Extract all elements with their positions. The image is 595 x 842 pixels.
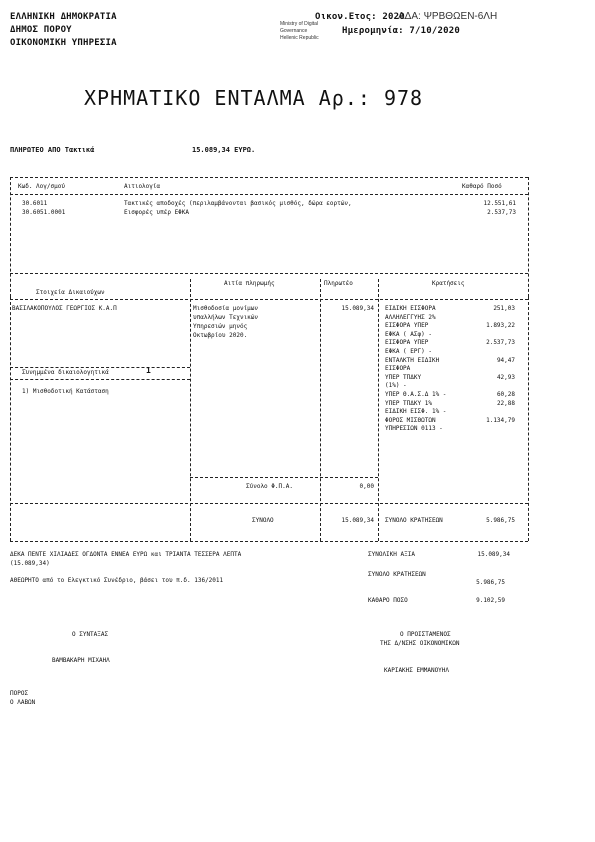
account-row-1-amount: 12.551,61 <box>483 200 516 207</box>
summary-total-deductions-label: ΣΥΝΟΛΟ ΚΡΑΤΗΣΕΩΝ <box>368 571 426 578</box>
account-row-2-code: 30.6051.0001 <box>22 209 66 216</box>
deduction-label: (1%) - <box>385 382 407 390</box>
director-name: ΚΑΡΙΑΚΗΣ ΕΜΜΑΝΟΥΗΛ <box>384 667 450 674</box>
deduction-label: ΦΟΡΟΣ ΜΙΣΘΩΤΩΝ <box>385 416 436 424</box>
deduction-label: ΕΦΚΑ ( ΕΡΓ) - <box>385 348 432 355</box>
payment-cause-line-4: Οκτωβρίου 2020. <box>193 332 248 339</box>
director-department: ΤΗΣ Δ/ΝΣΗΣ ΟΙΚΟΝΟΜΙΚΩΝ <box>380 640 460 647</box>
col-header-cause: Αιτία πληρωμής <box>224 280 275 287</box>
payment-cause-line-3: Υπηρεσιών μηνός <box>193 323 248 330</box>
deduction-label: ΥΠΕΡ ΤΠΔΚΥ 1% <box>385 399 432 407</box>
table-header-divider <box>10 194 528 195</box>
summary-total-deductions: 5.986,75 <box>476 579 505 586</box>
fiscal-year: Οικον.Ετος: 2020 <box>315 12 405 22</box>
deduction-amount: 1.134,79 <box>486 416 515 424</box>
payment-cause-line-2: υπαλλήλων Τεχνικών <box>193 314 259 321</box>
issuer-line-3: ΟΙΚΟΝΟΜΙΚΗ ΥΠΗΡΕΣΙΑ <box>10 38 117 48</box>
deduction-label: ΥΠΕΡ Θ.Α.Σ.Δ 1% - <box>385 391 447 398</box>
total-amount: 15.089,34 <box>341 517 374 524</box>
deduction-label: ΕΙΣΦΟΡΑ ΥΠΕΡ <box>385 322 429 330</box>
detail-left-border <box>10 297 11 541</box>
summary-net-label: ΚΑΘΑΡΟ ΠΟΣΟ <box>368 597 408 604</box>
deduction-label: ΕΝΤΑΛΚΤΗ ΕΙΔΙΚΗ <box>385 356 440 364</box>
detail-col-divider-1 <box>190 279 191 541</box>
total-deductions-label: ΣΥΝΟΛΟ ΚΡΑΤΗΣΕΩΝ <box>385 517 443 524</box>
account-row-2-amount: 2.537,73 <box>487 209 516 216</box>
beneficiary-name: ΒΑΣΙΛΑΚΟΠΟΥΛΟΣ ΓΕΩΡΓΙΟΣ Κ.Α.Π <box>12 305 117 312</box>
col-header-deductions: Κρατήσεις <box>432 280 465 287</box>
account-row-2-justification: Εισφορές υπέρ ΕΦΚΑ <box>124 209 190 216</box>
fpa-label: Σύνολο Φ.Π.Α. <box>246 483 293 490</box>
ada-code: ΑΔΑ: ΨΡΒΘΩΕΝ-6ΛΗ <box>398 11 498 22</box>
deduction-amount: 22,88 <box>496 399 515 407</box>
deduction-label: ΥΠΗΡΕΣΙΩΝ 0113 - <box>385 425 443 433</box>
deduction-amount: 251,03 <box>493 305 515 312</box>
col-header-justification: Αιτιολογία <box>124 183 161 190</box>
attached-top-divider <box>10 367 190 368</box>
issuer-line-1: ΕΛΛΗΝΙΚΗ ΔΗΜΟΚΡΑΤΙΑ <box>10 12 117 22</box>
document-title: ΧΡΗΜΑΤΙΚΟ ΕΝΤΑΛΜΑ Αρ.: 978 <box>84 86 424 110</box>
footer-place: ΠΟΡΟΣ <box>10 690 29 697</box>
issuer-line-2: ΔΗΜΟΣ ΠΟΡΟΥ <box>10 25 72 35</box>
amount-in-figures: (15.089,34) <box>10 560 50 567</box>
deduction-amount: 60,28 <box>496 391 515 398</box>
footer-recipient: Ο ΛΑΒΩΝ <box>10 699 36 706</box>
deduction-label: ΕΙΔΙΚΗ ΕΙΣΦΟΡΑ <box>385 305 436 312</box>
digital-signature-line-1: Ministry of Digital <box>280 21 319 27</box>
payment-cause-line-1: Μισθοδοσία μονίμων <box>193 305 259 312</box>
deduction-amount: 94,47 <box>496 356 515 364</box>
summary-total-value: 15.089,34 <box>477 551 510 558</box>
deduction-amount: 42,93 <box>496 373 515 381</box>
director-role: Ο ΠΡΟΙΣΤΑΜΕΝΟΣ <box>400 631 451 638</box>
table-right-border <box>528 177 529 297</box>
deduction-label: ΕΙΔΙΚΗ ΕΙΣΦ. 1% - <box>385 408 447 416</box>
totals-top-divider <box>10 503 528 504</box>
total-deductions-amount: 5.986,75 <box>486 517 515 524</box>
table-top-border <box>10 177 528 178</box>
summary-net-amount: 9.102,59 <box>476 597 505 604</box>
composer-role: Ο ΣΥΝΤΑΞΑΣ <box>72 631 109 638</box>
attached-documents-label: Συνημμένα δικαιολογητικά <box>22 369 109 376</box>
deduction-amount: 1.893,22 <box>486 322 515 330</box>
deduction-label: ΕΙΣΦΟΡΑ <box>385 365 411 373</box>
attached-bottom-divider <box>10 379 190 380</box>
digital-signature-line-3: Hellenic Republic <box>280 35 319 41</box>
col-header-account-code: Κωδ. Λογ/σμού <box>18 183 65 190</box>
detail-right-border <box>528 297 529 541</box>
col-header-paid: Πληρωτέο <box>324 280 353 287</box>
account-row-1-code: 30.6011 <box>22 200 48 207</box>
paid-amount: 15.089,34 <box>341 305 374 312</box>
payable-amount: 15.089,34 ΕΥΡΩ. <box>192 146 256 154</box>
deduction-label: ΑΛΛΗΛΕΓΓΥΗΣ 2% <box>385 313 436 321</box>
summary-total-value-label: ΣΥΝΟΛΙΚΗ ΑΞΙΑ <box>368 551 415 558</box>
attached-document-item: 1) Μισθοδοτική Κατάσταση <box>22 388 109 395</box>
detail-bottom-border <box>10 541 528 542</box>
deduction-label: ΕΙΣΦΟΡΑ ΥΠΕΡ <box>385 339 429 347</box>
account-row-1-justification: Τακτικές αποδοχές (περιλαμβάνονται βασικός μισθός, δώρα εορτών, <box>124 200 352 207</box>
total-label: ΣΥΝΟΛΟ <box>252 517 274 524</box>
issue-date: Ημερομηνία: 7/10/2020 <box>342 26 460 36</box>
audit-exemption-note: ΑΘΕΩΡΗΤΟ από το Ελεγκτικό Συνέδριο, βάσει του π.δ. 136/2011 <box>10 577 224 584</box>
fpa-amount: 0,00 <box>359 483 374 490</box>
composer-name: ΒΑΜΒΑΚΑΡΗ ΜΙΧΑΗΛ <box>52 657 110 664</box>
table-left-border <box>10 177 11 297</box>
deduction-label: ΥΠΕΡ ΤΠΔΚΥ <box>385 373 422 381</box>
amount-in-words: ΔΕΚΑ ΠΕΝΤΕ ΧΙΛΙΑΔΕΣ ΟΓΔΟΝΤΑ ΕΝΝΕΑ ΕΥΡΩ και ΤΡΙΑΝΤΑ ΤΕΣΣΕΡΑ ΛΕΠΤΑ <box>10 551 242 558</box>
detail-top-border <box>10 273 528 274</box>
deduction-amount: 2.537,73 <box>486 339 515 347</box>
detail-col-divider-2 <box>320 279 321 541</box>
col-header-net-amount: Καθαρό Ποσό <box>462 183 502 190</box>
fpa-top-divider <box>190 477 378 478</box>
deduction-label: ΕΦΚΑ ( ΑΣφ) - <box>385 330 432 338</box>
col-header-beneficiary: Στοιχεία Δικαιούχων <box>36 289 105 296</box>
payable-label: ΠΛΗΡΩΤΕΟ ΑΠΟ Τακτικά <box>10 146 95 154</box>
digital-signature-line-2: Governance <box>280 28 308 34</box>
attached-documents-count: 1 <box>146 366 151 375</box>
detail-col-divider-3 <box>378 279 379 541</box>
detail-header-divider <box>10 299 528 300</box>
